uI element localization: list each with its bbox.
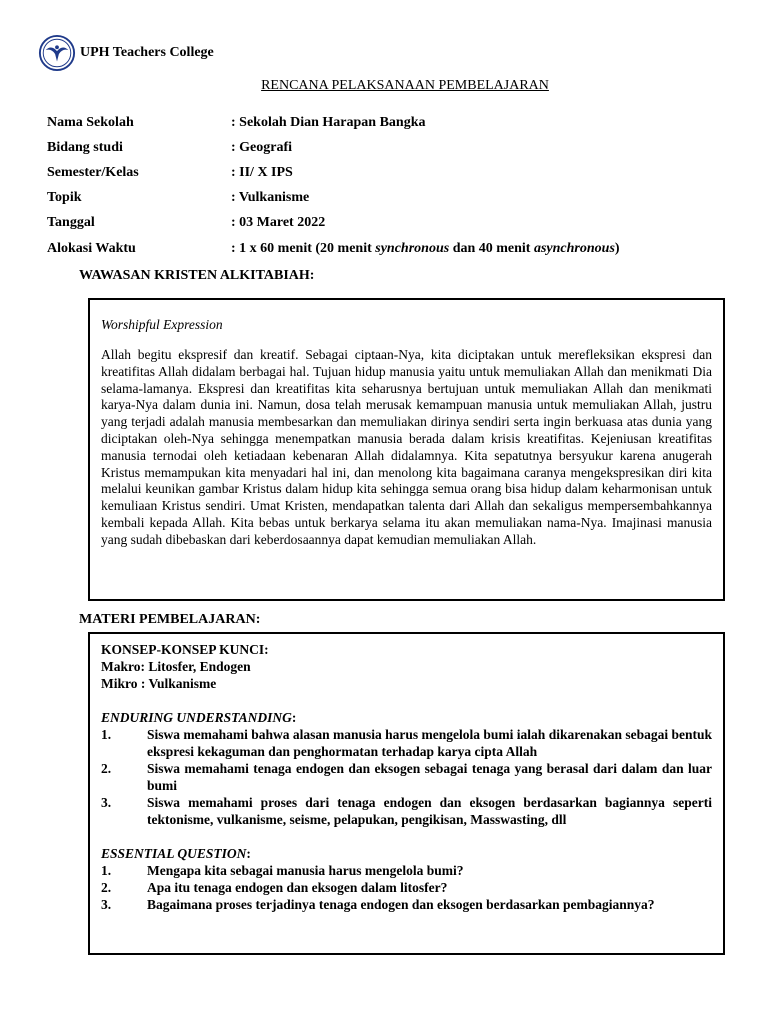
essential-item <box>101 896 712 913</box>
info-row-semester <box>47 160 620 185</box>
info-value <box>231 241 620 257</box>
item-text: Siswa memahami bahwa alasan manusia harus mengelola bumi ialah dikarenakan sebagai bentuk ekspresi kekaguman dan penghormatan terhadap karya cipta Allah <box>147 727 712 759</box>
item-number: 2. <box>101 880 112 895</box>
item-number: 3. <box>101 795 112 810</box>
enduring-item <box>101 760 712 794</box>
info-label: Nama Sekolah <box>47 114 134 130</box>
item-text: Siswa memahami proses dari tenaga endogen dan eksogen berdasarkan bagiannya seperti tektonisme, vulkanisme, seisme, pelapukan, pengikisan, Masswasting, dll <box>147 795 712 827</box>
info-row-date <box>47 211 620 236</box>
wawasan-paragraph: Allah begitu ekspresif dan kreatif. Sebagai ciptaan-Nya, kita diciptakan untuk merefleksikan ekspresi dan kreatifitas Allah didalam berbagai hal. Tujuan hidup manusia yaitu untuk memuliakan Allah dan menikmati Dia selama-lamanya. Ekspresi dan kreatifitas kita seharusnya bertujuan untuk memuliakan Allah dan menikmati karya-Nya dalam dunia ini. Namun, dosa telah merusak kemampuan manusia untuk memuliakan Allah, justru yang terjadi adalah manusia membesarkan dan memuliakan dirinya sendiri serta ingin berkuasa atas dunia yang diciptakan oleh-Nya sehingga menempatkan manusia berada dalam krisis kreatifitas. Kejeniusan kreatifitas manusia ternodai oleh ketiadaan kebenaran Allah didalamnya. Kita sepatutnya bersyukur karena anugerah Kristus memampukan kita menyadari hal ini, dan menolong kita bagaimana caranya mengekspresikan diri kita melalui keunikan gambar Kristus dalam hidup kita sehingga semua orang bisa hidup dalam keharmonisan untuk kemuliaan Kristus sendiri. Umat Kristen, mendapatkan talenta dari Allah dan sekaligus mempersembahkannya kembali kepada Allah. Kita bebas untuk berkarya selama itu akan memuliakan nama-Nya. Imajinasi manusia yang sudah dibebaskan dari keberdosaannya dapat kemudian memuliakan Allah. <box>101 347 712 547</box>
essential-heading-colon: : <box>246 846 251 861</box>
info-value-suffix: ) <box>614 240 620 256</box>
materi-heading: MATERI PEMBELAJARAN: <box>79 612 261 627</box>
item-text: Siswa memahami tenaga endogen dan eksogen sebagai tenaga yang berasal dari dalam dan luar bumi <box>147 761 712 793</box>
enduring-heading-colon: : <box>291 710 297 725</box>
item-text: Mengapa kita sebagai manusia harus mengelola bumi? <box>147 863 464 878</box>
info-value-synchronous: synchronous <box>375 240 450 256</box>
info-value: : II/ X IPS <box>231 164 293 180</box>
info-row-school <box>47 110 620 135</box>
item-number: 1. <box>101 863 112 878</box>
mikro-line: Mikro : Vulkanisme <box>101 676 217 691</box>
info-table <box>47 110 620 261</box>
info-label: Bidang studi <box>47 139 123 155</box>
item-number: 1. <box>101 727 112 742</box>
essential-item <box>101 879 712 896</box>
info-value: : 03 Maret 2022 <box>231 215 326 231</box>
info-row-time-allocation <box>47 236 620 261</box>
info-value: : Sekolah Dian Harapan Bangka <box>231 114 426 130</box>
item-text: Bagaimana proses terjadinya tenaga endogen dan eksogen berdasarkan pembagiannya? <box>147 897 655 912</box>
info-value: : Vulkanisme <box>231 190 310 206</box>
wawasan-box <box>88 298 725 601</box>
info-row-topic <box>47 186 620 211</box>
info-label: Semester/Kelas <box>47 164 139 180</box>
enduring-item <box>101 794 712 828</box>
essential-item <box>101 862 712 879</box>
document-header <box>38 34 214 72</box>
essential-heading-text: ESSENTIAL QUESTION <box>101 846 247 861</box>
info-value-asynchronous: asynchronous <box>533 240 615 256</box>
enduring-heading-text: ENDURING UNDERSTANDING <box>101 710 292 725</box>
item-number: 2. <box>101 761 112 776</box>
wawasan-heading: WAWASAN KRISTEN ALKITABIAH: <box>79 268 315 283</box>
document-title: RENCANA PELAKSANAAN PEMBELAJARAN <box>261 78 549 93</box>
materi-box <box>88 632 725 955</box>
info-label: Tanggal <box>47 215 95 231</box>
item-number: 3. <box>101 897 112 912</box>
info-row-subject <box>47 135 620 160</box>
makro-line: Makro: Litosfer, Endogen <box>101 659 251 674</box>
essential-heading <box>101 845 712 862</box>
info-label: Topik <box>47 190 82 206</box>
enduring-item <box>101 726 712 760</box>
info-value-mid: dan 40 menit <box>449 240 534 256</box>
uph-logo-icon <box>38 34 76 72</box>
info-value: : Geografi <box>231 139 293 155</box>
info-value-prefix: : 1 x 60 menit (20 menit <box>231 240 376 256</box>
item-text: Apa itu tenaga endogen dan eksogen dalam litosfer? <box>147 880 448 895</box>
worship-subheading: Worshipful Expression <box>101 317 223 332</box>
konsep-heading: KONSEP-KONSEP KUNCI: <box>101 642 269 657</box>
enduring-heading <box>101 709 712 726</box>
info-label: Alokasi Waktu <box>47 240 136 256</box>
college-name: UPH Teachers College <box>80 45 214 60</box>
